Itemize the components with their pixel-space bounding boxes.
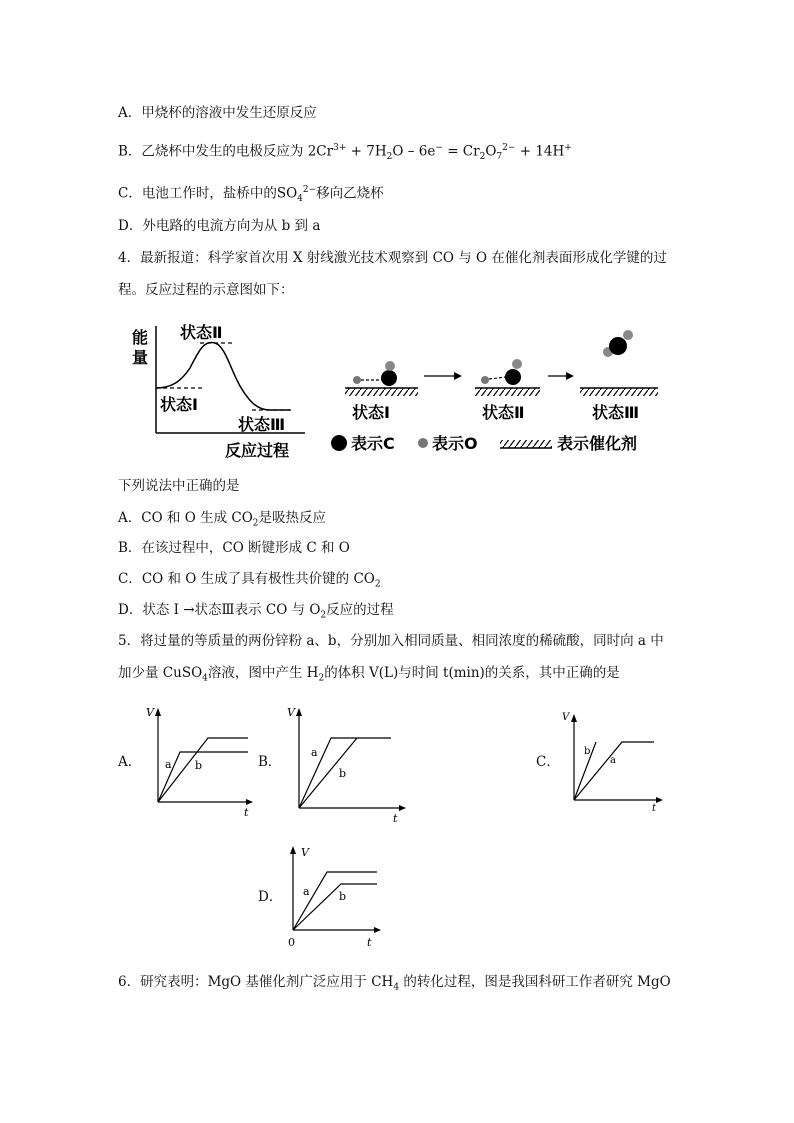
q4-stem-line2: 程。反应过程的示意图如下：: [118, 282, 294, 298]
graph-d-t: t: [367, 936, 372, 949]
graph-c: [560, 708, 670, 813]
legend-catalyst: 表示催化剂: [557, 434, 638, 453]
reaction-axis-label: 反应过程: [225, 441, 290, 460]
q5-stem-line2: 加少量 CuSO$_4$溶液，图中产生 $H_2$的体积 V(L)与时间 t(min)的关系，其中正确的是: [118, 665, 620, 684]
q4-state-illustration: [330, 318, 670, 463]
graph-c-v: V: [562, 712, 570, 723]
graph-d: [283, 840, 383, 950]
legend-o: 表示O: [432, 434, 478, 453]
q4-option-d: D．状态 Ⅰ →状态Ⅲ表示 CO 与 $O_2$反应的过程: [118, 602, 394, 621]
graph-a-curve-b: b: [195, 759, 203, 772]
energy-axis-label-2: 量: [132, 348, 149, 367]
graph-c-t: t: [652, 803, 657, 814]
graph-d-curve-b: b: [339, 890, 347, 903]
graph-b-t: t: [393, 812, 398, 825]
energy-axis-label-1: 能: [132, 328, 149, 347]
state3-caption: 状态Ⅲ: [592, 403, 640, 422]
q3-option-c: C．电池工作时，盐桥中的$SO_4^{2-}$移向乙烧杯: [118, 185, 384, 205]
q3-option-d: D．外电路的电流方向为从 b 到 a: [118, 218, 321, 234]
q6-stem: 6．研究表明：MgO 基催化剂广泛应用于 $CH_4$ 的转化过程，图是我国科研工作者研究 MgO: [118, 974, 671, 993]
graph-d-curve-a: a: [303, 885, 310, 898]
graph-b: [283, 702, 408, 827]
graph-b-curve-b: b: [339, 767, 347, 780]
graph-c-curve-a: a: [610, 755, 616, 766]
q4-question: 下列说法中正确的是: [118, 478, 240, 494]
graph-c-label: C．: [536, 754, 560, 770]
state2-caption: 状态Ⅱ: [482, 403, 525, 422]
graph-a-curve-a: a: [165, 758, 172, 771]
graph-d-origin: 0: [288, 936, 295, 949]
graph-a-v: V: [146, 706, 154, 719]
state1-label: 状态Ⅰ: [160, 395, 198, 414]
q5-stem-line1: 5．将过量的等质量的两份锌粉 a、b，分别加入相同质量、相同浓度的稀硫酸，同时向 a 中: [118, 633, 664, 649]
q4-stem-line1: 4．最新报道：科学家首次用 X 射线激光技术观察到 CO 与 O 在催化剂表面形成化学键的过: [118, 250, 667, 266]
graph-b-label: B．: [258, 754, 282, 770]
q4-option-a: A．CO 和 O 生成 $CO_2$是吸热反应: [118, 510, 327, 529]
graph-d-v: V: [301, 846, 309, 859]
graph-a: [140, 702, 255, 817]
graph-b-curve-a: a: [311, 746, 318, 759]
q4-energy-diagram: [130, 318, 310, 463]
graph-b-v: V: [287, 706, 295, 719]
graph-c-curve-b: b: [584, 746, 591, 757]
graph-d-label: D．: [258, 889, 283, 905]
state1-caption: 状态Ⅰ: [352, 403, 390, 422]
graph-a-label: A．: [118, 754, 142, 770]
legend-c: 表示C: [351, 434, 395, 453]
state3-label: 状态Ⅲ: [238, 415, 286, 434]
q3-option-a: A．甲烧杯的溶液中发生还原反应: [118, 105, 317, 121]
state2-label: 状态Ⅱ: [180, 323, 223, 342]
q4-option-c: C．CO 和 O 生成了具有极性共价键的 $CO_2$: [118, 571, 381, 590]
q3-option-b: B．乙烧杯中发生的电极反应为 $2Cr^{3+} + 7H_2O - 6e^- = Cr_2O_7^{2-} + 14H^+$: [118, 143, 572, 163]
graph-a-t: t: [244, 806, 249, 819]
q4-option-b: B．在该过程中，CO 断键形成 C 和 O: [118, 540, 350, 556]
